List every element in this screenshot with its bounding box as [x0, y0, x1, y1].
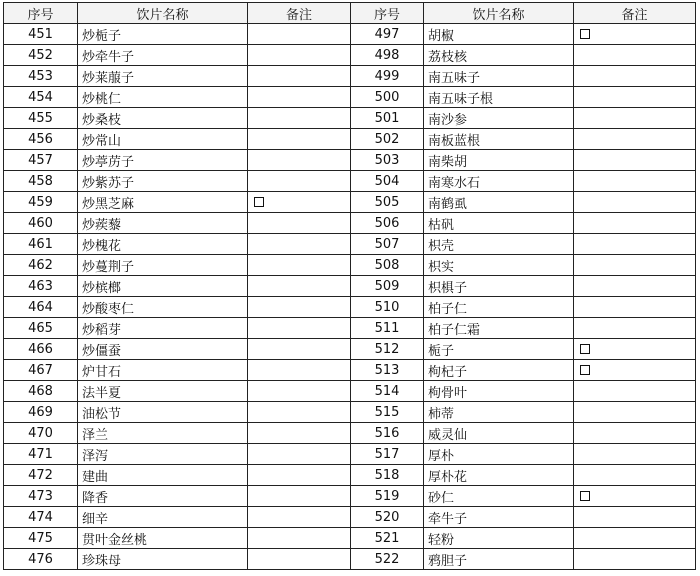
- table-row: [4, 465, 696, 486]
- herb-name: 炒葶苈子: [78, 150, 248, 171]
- row-number: 506: [351, 213, 424, 234]
- row-number: 459: [4, 192, 78, 213]
- note-cell: [248, 360, 351, 381]
- herb-name: 炉甘石: [78, 360, 248, 381]
- row-number: 499: [351, 66, 424, 87]
- note-cell: [574, 108, 696, 129]
- row-number: 470: [4, 423, 78, 444]
- note-cell: [248, 297, 351, 318]
- note-cell: [248, 66, 351, 87]
- table-row: [4, 192, 696, 213]
- header-note-right: 备注: [574, 3, 696, 24]
- note-cell: [574, 465, 696, 486]
- table-row: [4, 297, 696, 318]
- table-row: [4, 213, 696, 234]
- checkbox-icon: [254, 197, 264, 207]
- note-cell: [248, 255, 351, 276]
- note-cell: [574, 381, 696, 402]
- row-number: 475: [4, 528, 78, 549]
- herb-name: 砂仁: [424, 486, 574, 507]
- herb-name: 枳壳: [424, 234, 574, 255]
- herb-name: 南柴胡: [424, 150, 574, 171]
- row-number: 508: [351, 255, 424, 276]
- herb-name: 降香: [78, 486, 248, 507]
- herb-name: 珍珠母: [78, 549, 248, 570]
- herb-name: 炒栀子: [78, 24, 248, 45]
- note-cell: [574, 507, 696, 528]
- table-row: [4, 549, 696, 570]
- table-row: [4, 318, 696, 339]
- herb-name: 荔枝核: [424, 45, 574, 66]
- herb-name: 厚朴: [424, 444, 574, 465]
- row-number: 469: [4, 402, 78, 423]
- note-cell: [574, 360, 696, 381]
- table-row: [4, 87, 696, 108]
- note-cell: [248, 234, 351, 255]
- table-header-row: [4, 3, 696, 24]
- herb-name: 炒蔓荆子: [78, 255, 248, 276]
- row-number: 509: [351, 276, 424, 297]
- note-cell: [248, 192, 351, 213]
- row-number: 462: [4, 255, 78, 276]
- herb-name: 泽兰: [78, 423, 248, 444]
- row-number: 519: [351, 486, 424, 507]
- herb-name: 轻粉: [424, 528, 574, 549]
- table-row: [4, 339, 696, 360]
- herb-name: 南鹤虱: [424, 192, 574, 213]
- herb-name: 南寒水石: [424, 171, 574, 192]
- herb-name: 炒紫苏子: [78, 171, 248, 192]
- row-number: 505: [351, 192, 424, 213]
- row-number: 452: [4, 45, 78, 66]
- checkbox-icon: [580, 29, 590, 39]
- table-row: [4, 45, 696, 66]
- note-cell: [574, 171, 696, 192]
- table-row: [4, 234, 696, 255]
- row-number: 458: [4, 171, 78, 192]
- herb-name: 炒酸枣仁: [78, 297, 248, 318]
- checkbox-icon: [580, 491, 590, 501]
- header-name-right: 饮片名称: [424, 3, 574, 24]
- note-cell: [574, 276, 696, 297]
- note-cell: [574, 318, 696, 339]
- table-row: [4, 66, 696, 87]
- table-body: [4, 24, 696, 570]
- table-row: [4, 171, 696, 192]
- checkbox-icon: [580, 365, 590, 375]
- note-cell: [248, 171, 351, 192]
- row-number: 460: [4, 213, 78, 234]
- header-number-left: 序号: [4, 3, 78, 24]
- note-cell: [248, 444, 351, 465]
- row-number: 516: [351, 423, 424, 444]
- row-number: 466: [4, 339, 78, 360]
- herb-name: 炒黑芝麻: [78, 192, 248, 213]
- row-number: 502: [351, 129, 424, 150]
- row-number: 456: [4, 129, 78, 150]
- note-cell: [574, 234, 696, 255]
- note-cell: [248, 150, 351, 171]
- row-number: 500: [351, 87, 424, 108]
- row-number: 498: [351, 45, 424, 66]
- herb-name: 炒蒺藜: [78, 213, 248, 234]
- herb-name: 炒桃仁: [78, 87, 248, 108]
- note-cell: [248, 276, 351, 297]
- note-cell: [248, 24, 351, 45]
- herb-name: 细辛: [78, 507, 248, 528]
- note-cell: [574, 66, 696, 87]
- table-row: [4, 423, 696, 444]
- herb-name: 炒常山: [78, 129, 248, 150]
- herb-name: 柏子仁: [424, 297, 574, 318]
- table-row: [4, 486, 696, 507]
- row-number: 512: [351, 339, 424, 360]
- herb-name: 牵牛子: [424, 507, 574, 528]
- note-cell: [248, 318, 351, 339]
- herb-name: 炒槐花: [78, 234, 248, 255]
- herb-name: 厚朴花: [424, 465, 574, 486]
- note-cell: [248, 129, 351, 150]
- note-cell: [574, 486, 696, 507]
- table-row: [4, 444, 696, 465]
- row-number: 514: [351, 381, 424, 402]
- note-cell: [574, 129, 696, 150]
- herb-name: 炒桑枝: [78, 108, 248, 129]
- herb-name: 胡椒: [424, 24, 574, 45]
- note-cell: [248, 486, 351, 507]
- herb-name: 炒莱菔子: [78, 66, 248, 87]
- row-number: 457: [4, 150, 78, 171]
- table-row: [4, 255, 696, 276]
- row-number: 472: [4, 465, 78, 486]
- row-number: 510: [351, 297, 424, 318]
- row-number: 464: [4, 297, 78, 318]
- table-row: [4, 381, 696, 402]
- herb-name: 枳实: [424, 255, 574, 276]
- herb-name: 油松节: [78, 402, 248, 423]
- herb-name: 鸦胆子: [424, 549, 574, 570]
- row-number: 476: [4, 549, 78, 570]
- row-number: 511: [351, 318, 424, 339]
- row-number: 513: [351, 360, 424, 381]
- table-row: [4, 528, 696, 549]
- note-cell: [574, 192, 696, 213]
- herb-name: 栀子: [424, 339, 574, 360]
- row-number: 453: [4, 66, 78, 87]
- herb-name: 枳椇子: [424, 276, 574, 297]
- note-cell: [248, 507, 351, 528]
- table-row: [4, 108, 696, 129]
- table-row: [4, 129, 696, 150]
- herb-name: 炒牵牛子: [78, 45, 248, 66]
- row-number: 517: [351, 444, 424, 465]
- note-cell: [574, 423, 696, 444]
- herb-list-table: [3, 2, 696, 570]
- note-cell: [248, 87, 351, 108]
- note-cell: [248, 213, 351, 234]
- herb-name: 枯矾: [424, 213, 574, 234]
- row-number: 467: [4, 360, 78, 381]
- note-cell: [248, 549, 351, 570]
- herb-name: 威灵仙: [424, 423, 574, 444]
- table-row: [4, 24, 696, 45]
- note-cell: [248, 423, 351, 444]
- row-number: 520: [351, 507, 424, 528]
- note-cell: [574, 549, 696, 570]
- note-cell: [248, 465, 351, 486]
- row-number: 521: [351, 528, 424, 549]
- row-number: 503: [351, 150, 424, 171]
- row-number: 515: [351, 402, 424, 423]
- row-number: 465: [4, 318, 78, 339]
- row-number: 507: [351, 234, 424, 255]
- table-row: [4, 402, 696, 423]
- row-number: 501: [351, 108, 424, 129]
- herb-name: 法半夏: [78, 381, 248, 402]
- row-number: 463: [4, 276, 78, 297]
- row-number: 455: [4, 108, 78, 129]
- row-number: 471: [4, 444, 78, 465]
- note-cell: [574, 24, 696, 45]
- row-number: 473: [4, 486, 78, 507]
- note-cell: [248, 45, 351, 66]
- row-number: 454: [4, 87, 78, 108]
- header-number-right: 序号: [351, 3, 424, 24]
- herb-name: 南沙参: [424, 108, 574, 129]
- herb-name: 南五味子根: [424, 87, 574, 108]
- herb-name: 枸骨叶: [424, 381, 574, 402]
- note-cell: [248, 339, 351, 360]
- herb-name: 泽泻: [78, 444, 248, 465]
- note-cell: [574, 402, 696, 423]
- herb-name: 柿蒂: [424, 402, 574, 423]
- row-number: 451: [4, 24, 78, 45]
- row-number: 504: [351, 171, 424, 192]
- herb-name: 炒槟榔: [78, 276, 248, 297]
- header-note-left: 备注: [248, 3, 351, 24]
- herb-name: 炒稻芽: [78, 318, 248, 339]
- table-row: [4, 507, 696, 528]
- herb-name: 建曲: [78, 465, 248, 486]
- note-cell: [574, 255, 696, 276]
- note-cell: [574, 444, 696, 465]
- row-number: 461: [4, 234, 78, 255]
- table-row: [4, 150, 696, 171]
- header-name-left: 饮片名称: [78, 3, 248, 24]
- note-cell: [248, 402, 351, 423]
- note-cell: [574, 87, 696, 108]
- row-number: 497: [351, 24, 424, 45]
- herb-name: 枸杞子: [424, 360, 574, 381]
- note-cell: [574, 528, 696, 549]
- note-cell: [574, 339, 696, 360]
- note-cell: [574, 150, 696, 171]
- table-row: [4, 360, 696, 381]
- herb-name: 柏子仁霜: [424, 318, 574, 339]
- row-number: 468: [4, 381, 78, 402]
- herb-name: 炒僵蚕: [78, 339, 248, 360]
- row-number: 518: [351, 465, 424, 486]
- note-cell: [574, 213, 696, 234]
- herb-name: 南五味子: [424, 66, 574, 87]
- checkbox-icon: [580, 344, 590, 354]
- note-cell: [248, 381, 351, 402]
- row-number: 474: [4, 507, 78, 528]
- herb-name: 南板蓝根: [424, 129, 574, 150]
- row-number: 522: [351, 549, 424, 570]
- note-cell: [574, 45, 696, 66]
- table-row: [4, 276, 696, 297]
- herb-name: 贯叶金丝桃: [78, 528, 248, 549]
- note-cell: [248, 108, 351, 129]
- note-cell: [248, 528, 351, 549]
- note-cell: [574, 297, 696, 318]
